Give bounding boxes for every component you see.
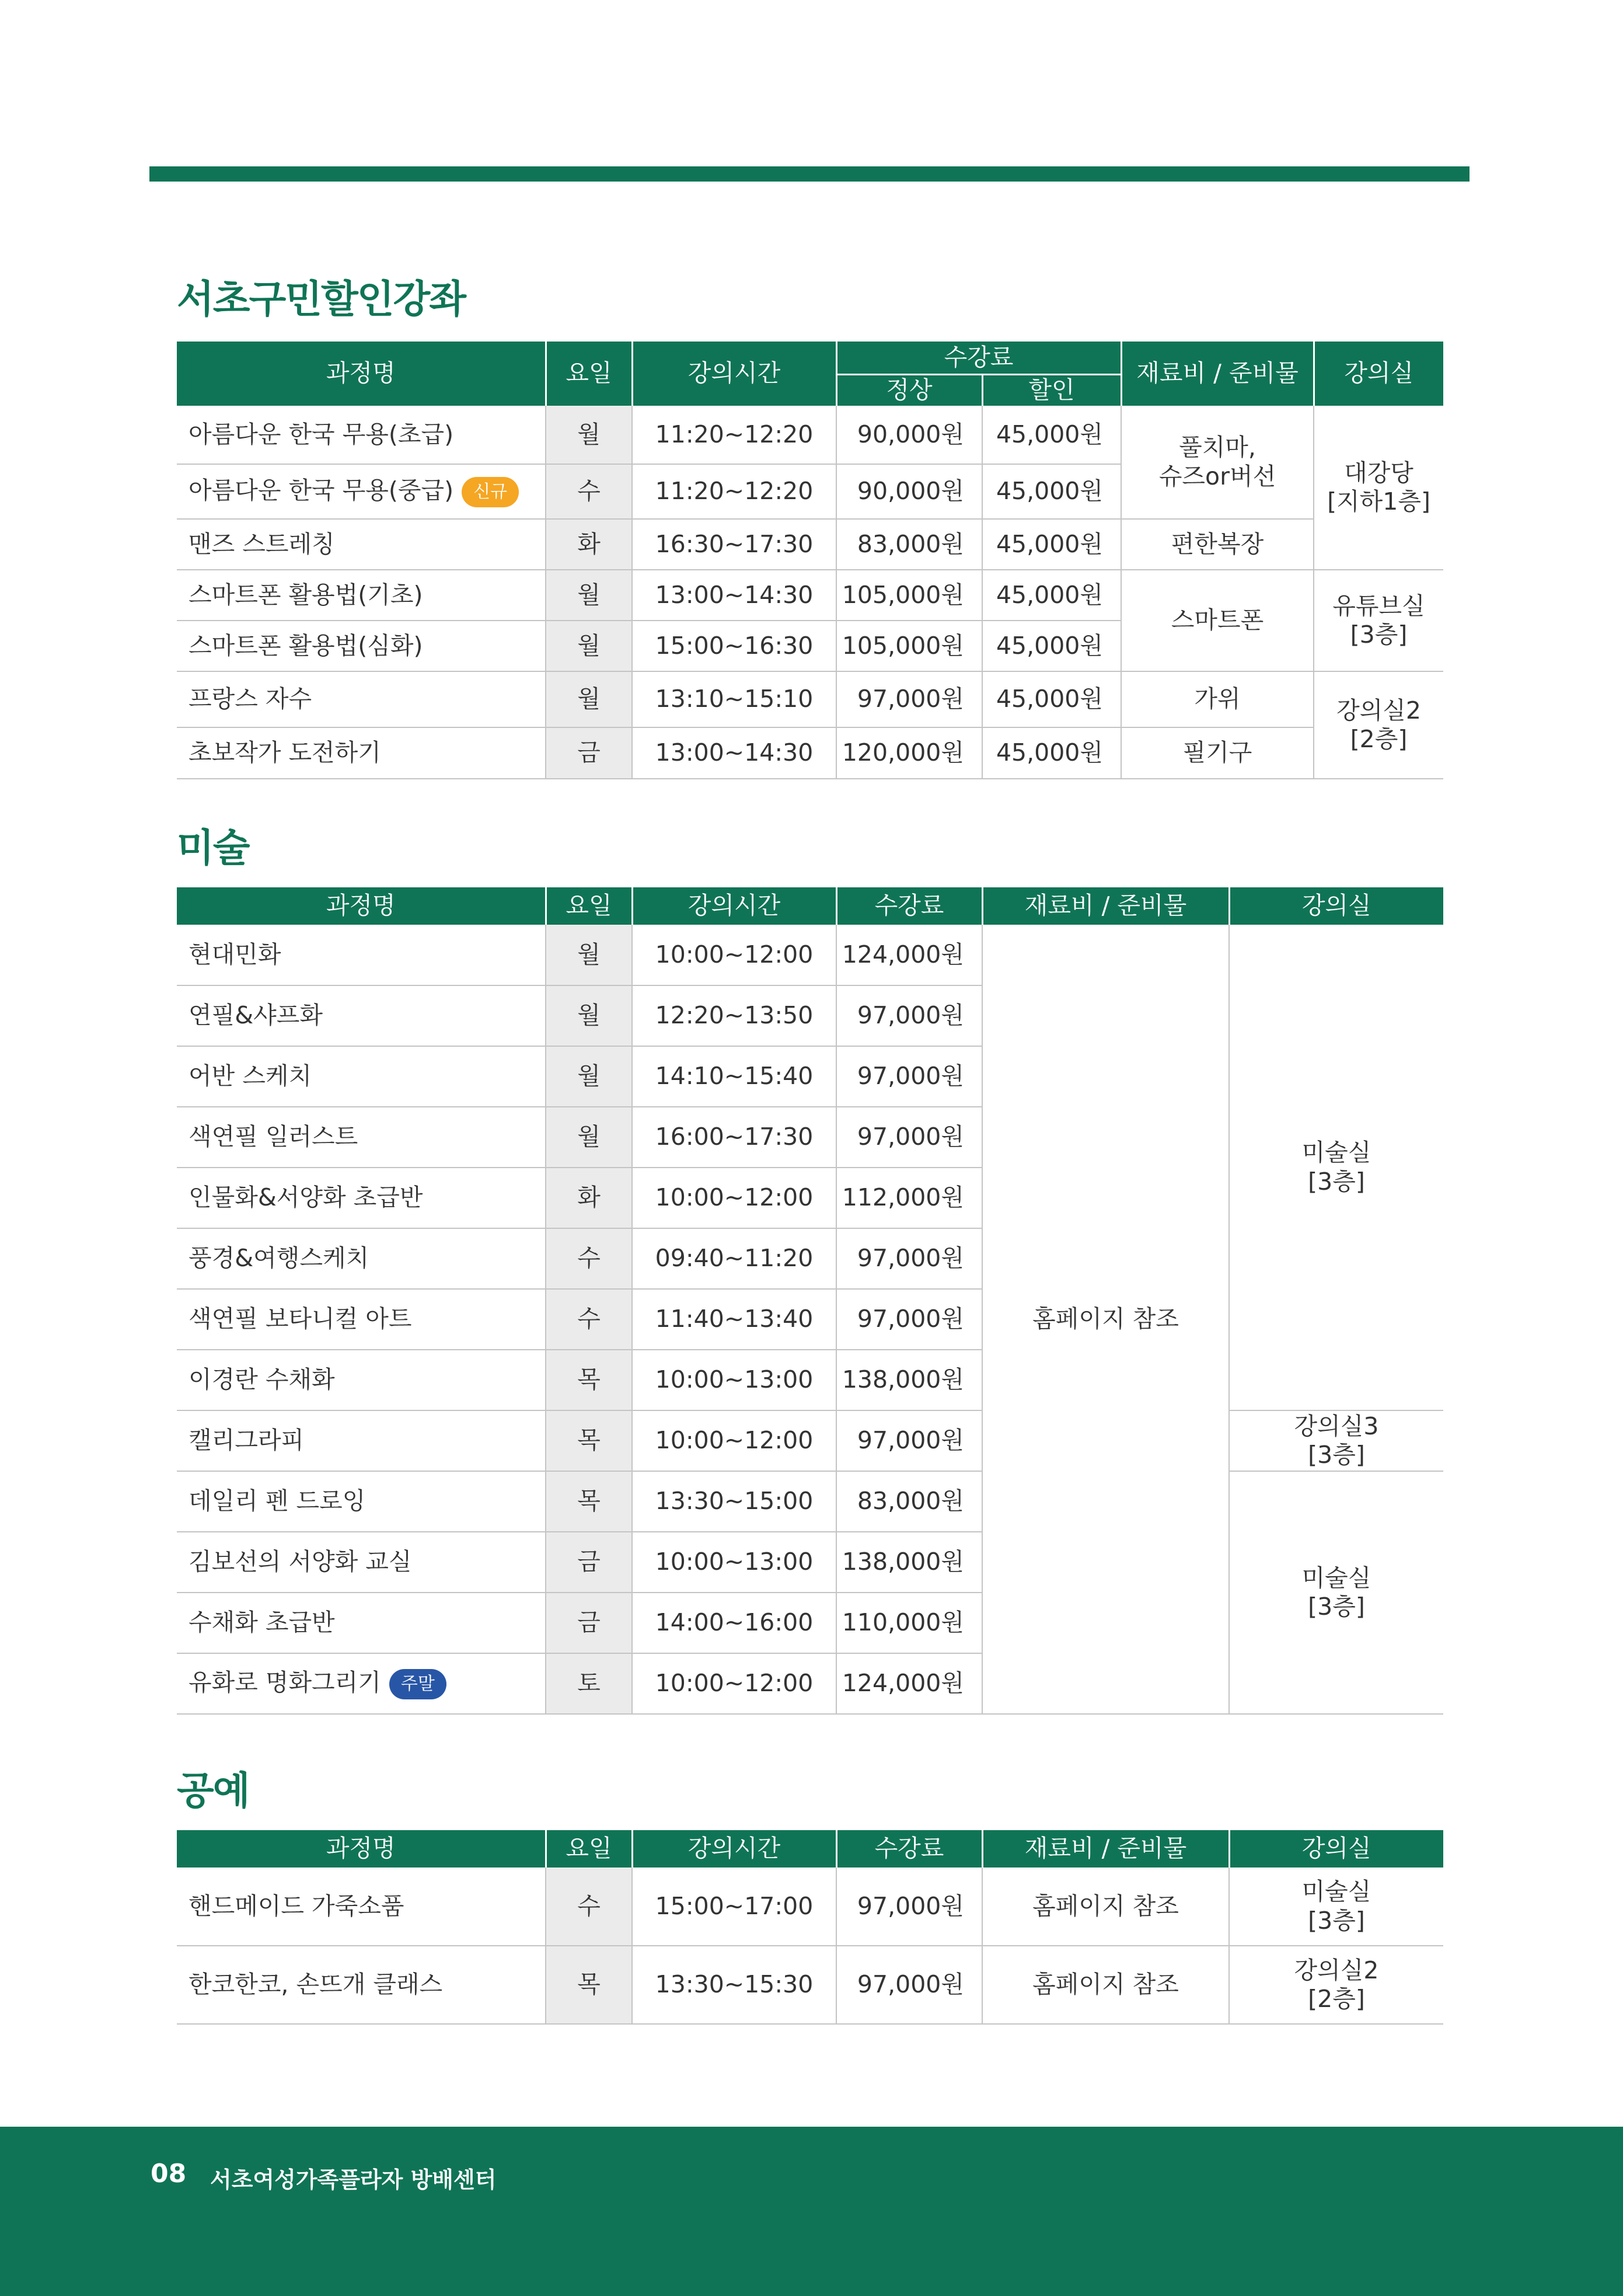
header-materials: 재료비 / 준비물 [1121, 342, 1314, 406]
page-number: 08 [151, 2159, 187, 2189]
course-room: 미술실 [3층] [1229, 1471, 1443, 1714]
new-badge: 신규 [462, 477, 519, 507]
course-name: 김보선의 서양화 교실 [177, 1532, 546, 1593]
course-name: 색연필 보타니컬 아트 [177, 1289, 546, 1350]
course-materials: 홈페이지 참조 [982, 1868, 1229, 1946]
course-day: 토 [546, 1653, 632, 1714]
header-fee-discount: 할인 [982, 374, 1121, 406]
course-day: 목 [546, 1471, 632, 1532]
course-materials: 스마트폰 [1121, 570, 1314, 671]
course-materials: 편한복장 [1121, 519, 1314, 570]
course-day: 월 [546, 406, 632, 464]
course-name: 스마트폰 활용법(기초) [177, 570, 546, 621]
course-name: 핸드메이드 가죽소품 [177, 1868, 546, 1946]
course-time: 13:10~15:10 [632, 671, 836, 727]
course-room: 강의실3 [3층] [1229, 1410, 1443, 1471]
art-course-table [177, 887, 1443, 1715]
course-name: 아름다운 한국 무용(초급) [177, 406, 546, 464]
course-day: 목 [546, 1946, 632, 2024]
course-materials: 홈페이지 참조 [982, 1946, 1229, 2024]
course-name: 유화로 명화그리기 [189, 1668, 381, 1696]
course-day: 금 [546, 1593, 632, 1653]
top-accent-bar [149, 166, 1470, 182]
table-row [177, 671, 1443, 727]
course-name: 캘리그라피 [177, 1410, 546, 1471]
course-fee: 97,000원 [836, 1410, 982, 1471]
table-row [177, 1946, 1443, 2024]
discount-course-table [177, 342, 1443, 779]
table-row [177, 406, 1443, 464]
course-time: 16:30~17:30 [632, 519, 836, 570]
course-day: 화 [546, 1168, 632, 1228]
course-fee-discount: 45,000원 [982, 727, 1121, 779]
header-room: 강의실 [1229, 1830, 1443, 1868]
course-fee: 83,000원 [836, 1471, 982, 1532]
course-day: 수 [546, 1868, 632, 1946]
course-name: 초보작가 도전하기 [177, 727, 546, 779]
course-fee-regular: 83,000원 [836, 519, 982, 570]
course-fee: 97,000원 [836, 1289, 982, 1350]
course-name: 한코한코, 손뜨개 클래스 [177, 1946, 546, 2024]
course-fee-regular: 105,000원 [836, 570, 982, 621]
course-day: 화 [546, 519, 632, 570]
course-fee: 124,000원 [836, 925, 982, 985]
course-time: 13:30~15:30 [632, 1946, 836, 2024]
course-fee: 97,000원 [836, 985, 982, 1046]
table-row [177, 727, 1443, 779]
course-time: 10:00~12:00 [632, 1410, 836, 1471]
course-day: 월 [546, 1046, 632, 1107]
course-name: 맨즈 스트레칭 [177, 519, 546, 570]
course-time: 14:00~16:00 [632, 1593, 836, 1653]
course-day: 월 [546, 1107, 632, 1168]
header-day: 요일 [546, 342, 632, 406]
course-fee-discount: 45,000원 [982, 621, 1121, 671]
table-row [177, 925, 1443, 985]
course-name: 스마트폰 활용법(심화) [177, 621, 546, 671]
header-time: 강의시간 [632, 887, 836, 925]
course-day: 목 [546, 1410, 632, 1471]
header-name: 과정명 [177, 1830, 546, 1868]
header-name: 과정명 [177, 342, 546, 406]
header-fee-regular: 정상 [836, 374, 982, 406]
course-day: 월 [546, 985, 632, 1046]
course-time: 11:40~13:40 [632, 1289, 836, 1350]
course-time: 11:20~12:20 [632, 406, 836, 464]
header-fee: 수강료 [836, 887, 982, 925]
course-fee: 124,000원 [836, 1653, 982, 1714]
course-day: 월 [546, 671, 632, 727]
course-name: 어반 스케치 [177, 1046, 546, 1107]
course-fee-discount: 45,000원 [982, 671, 1121, 727]
course-time: 13:00~14:30 [632, 570, 836, 621]
course-name: 프랑스 자수 [177, 671, 546, 727]
header-day: 요일 [546, 887, 632, 925]
page-footer [0, 2127, 1623, 2296]
course-day: 금 [546, 1532, 632, 1593]
header-name: 과정명 [177, 887, 546, 925]
course-name: 이경란 수채화 [177, 1350, 546, 1410]
course-name-cell [177, 464, 546, 519]
course-fee: 97,000원 [836, 1107, 982, 1168]
course-day: 수 [546, 1228, 632, 1289]
course-name: 데일리 펜 드로잉 [177, 1471, 546, 1532]
course-name: 풍경&여행스케치 [177, 1228, 546, 1289]
section-title-craft: 공예 [177, 1768, 249, 1813]
course-fee-regular: 90,000원 [836, 464, 982, 519]
course-name-cell [177, 1653, 546, 1714]
course-day: 월 [546, 925, 632, 985]
course-room: 미술실 [3층] [1229, 1868, 1443, 1946]
course-fee: 97,000원 [836, 1946, 982, 2024]
course-materials: 가위 [1121, 671, 1314, 727]
craft-course-table [177, 1830, 1443, 2025]
course-materials: 풀치마, 슈즈or버선 [1121, 406, 1314, 519]
course-time: 12:20~13:50 [632, 985, 836, 1046]
course-time: 10:00~12:00 [632, 1168, 836, 1228]
course-fee: 138,000원 [836, 1350, 982, 1410]
header-fee: 수강료 [836, 342, 1121, 374]
course-fee: 97,000원 [836, 1228, 982, 1289]
course-fee-regular: 90,000원 [836, 406, 982, 464]
course-time: 11:20~12:20 [632, 464, 836, 519]
header-materials: 재료비 / 준비물 [982, 887, 1229, 925]
course-time: 13:30~15:00 [632, 1471, 836, 1532]
section-title-art: 미술 [177, 825, 249, 870]
course-materials: 필기구 [1121, 727, 1314, 779]
course-name: 연필&샤프화 [177, 985, 546, 1046]
course-time: 10:00~13:00 [632, 1350, 836, 1410]
course-fee-discount: 45,000원 [982, 464, 1121, 519]
table-row [177, 1868, 1443, 1946]
course-day: 목 [546, 1350, 632, 1410]
header-room: 강의실 [1314, 342, 1443, 406]
course-time: 10:00~12:00 [632, 1653, 836, 1714]
course-name: 현대민화 [177, 925, 546, 985]
course-name: 수채화 초급반 [177, 1593, 546, 1653]
course-room: 유튜브실 [3층] [1314, 570, 1443, 671]
course-time: 10:00~12:00 [632, 925, 836, 985]
course-fee: 138,000원 [836, 1532, 982, 1593]
table-row [177, 519, 1443, 570]
header-materials: 재료비 / 준비물 [982, 1830, 1229, 1868]
course-fee-discount: 45,000원 [982, 570, 1121, 621]
course-time: 15:00~16:30 [632, 621, 836, 671]
course-room: 미술실 [3층] [1229, 925, 1443, 1410]
header-time: 강의시간 [632, 1830, 836, 1868]
course-time: 15:00~17:00 [632, 1868, 836, 1946]
course-fee-discount: 45,000원 [982, 406, 1121, 464]
course-time: 14:10~15:40 [632, 1046, 836, 1107]
course-name: 아름다운 한국 무용(중급) [189, 476, 454, 504]
course-fee-discount: 45,000원 [982, 519, 1121, 570]
course-fee-regular: 120,000원 [836, 727, 982, 779]
organization-name: 서초여성가족플라자 방배센터 [210, 2167, 497, 2193]
course-name: 색연필 일러스트 [177, 1107, 546, 1168]
header-room: 강의실 [1229, 887, 1443, 925]
course-name: 인물화&서양화 초급반 [177, 1168, 546, 1228]
course-day: 금 [546, 727, 632, 779]
course-room: 대강당 [지하1층] [1314, 406, 1443, 570]
course-day: 월 [546, 570, 632, 621]
course-time: 13:00~14:30 [632, 727, 836, 779]
table-row [177, 1471, 1443, 1532]
weekend-badge: 주말 [389, 1669, 446, 1699]
course-fee: 97,000원 [836, 1868, 982, 1946]
table-row [177, 570, 1443, 621]
header-day: 요일 [546, 1830, 632, 1868]
course-materials: 홈페이지 참조 [982, 925, 1229, 1714]
course-day: 수 [546, 1289, 632, 1350]
header-fee: 수강료 [836, 1830, 982, 1868]
course-day: 수 [546, 464, 632, 519]
section-title-discount: 서초구민할인강좌 [177, 277, 466, 322]
course-fee: 97,000원 [836, 1046, 982, 1107]
course-room: 강의실2 [2층] [1314, 671, 1443, 779]
course-fee-regular: 105,000원 [836, 621, 982, 671]
course-fee-regular: 97,000원 [836, 671, 982, 727]
course-time: 09:40~11:20 [632, 1228, 836, 1289]
table-row [177, 1410, 1443, 1471]
course-room: 강의실2 [2층] [1229, 1946, 1443, 2024]
course-day: 월 [546, 621, 632, 671]
course-fee: 112,000원 [836, 1168, 982, 1228]
course-time: 16:00~17:30 [632, 1107, 836, 1168]
course-fee: 110,000원 [836, 1593, 982, 1653]
course-time: 10:00~13:00 [632, 1532, 836, 1593]
header-time: 강의시간 [632, 342, 836, 406]
